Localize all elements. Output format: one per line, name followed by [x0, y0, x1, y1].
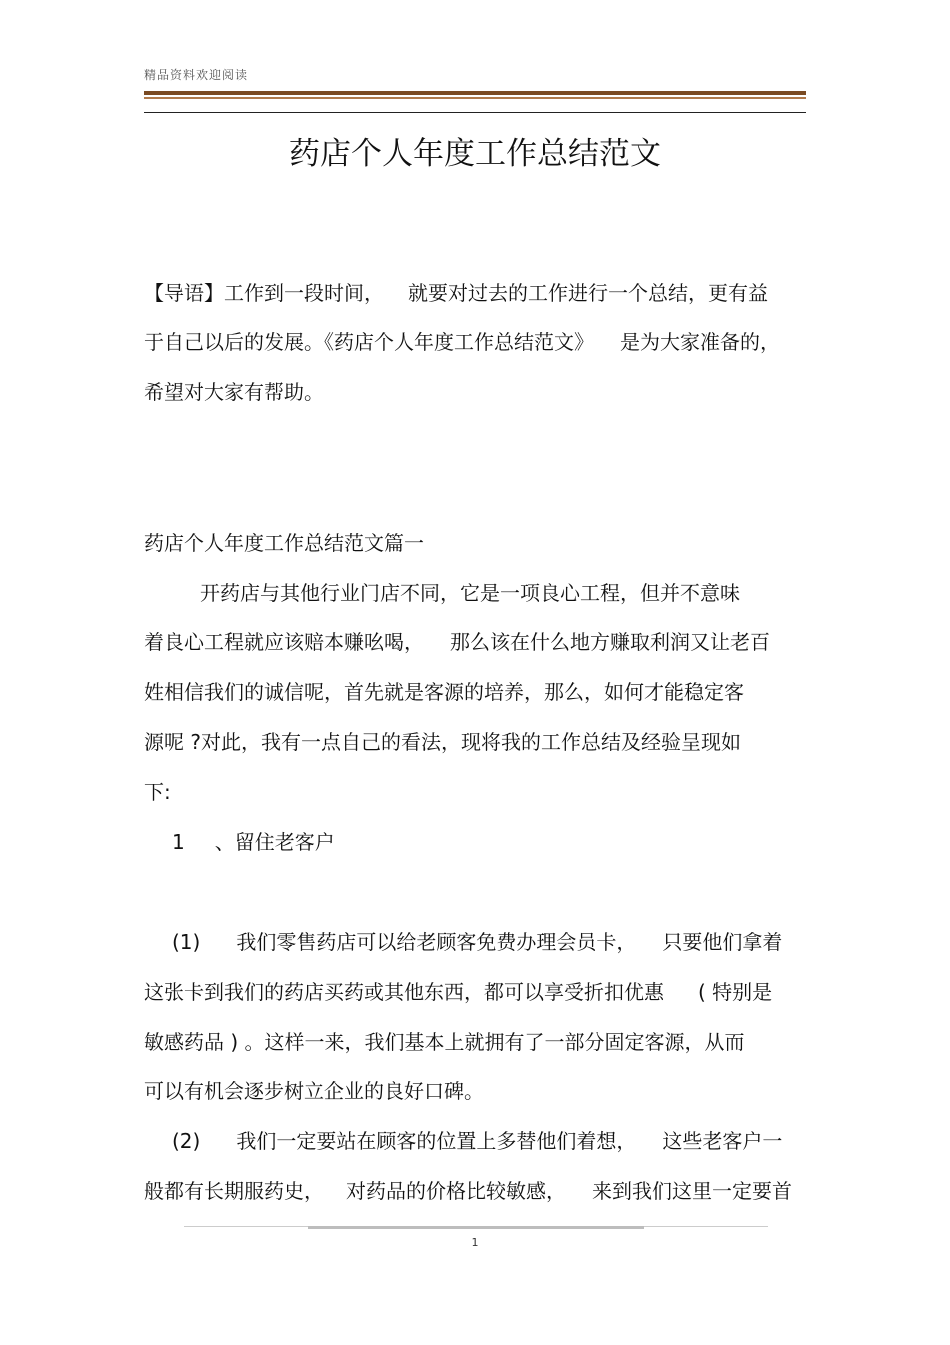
sub2-line-2-a: 般都有长期服药史， [144, 1179, 324, 1203]
para1-line-2 [144, 627, 814, 657]
sub2-line-2-c: 来到我们这里一定要首 [592, 1179, 792, 1203]
sub1-line-1-c: 只要他们拿着 [662, 930, 783, 954]
intro-line-3 [144, 377, 814, 407]
sub1-line-2-a: 这张卡到我们的药店买药或其他东西，都可以享受折扣优惠 [144, 980, 664, 1004]
item1-number: 1 [172, 830, 185, 854]
intro-line-1-a: 【导语】工作到一段时间， [144, 281, 384, 305]
sub1-line-4: 可以有机会逐步树立企业的良好口碑。 [144, 1079, 484, 1103]
sub1-line-1-b: 我们零售药店可以给老顾客免费办理会员卡， [236, 930, 637, 954]
item1 [172, 827, 842, 857]
sub2-line-1 [172, 1126, 842, 1156]
footer-rule-accent [308, 1226, 644, 1229]
intro-line-1 [144, 278, 814, 308]
sub2-line-1-c: 这些老客户一 [662, 1129, 783, 1153]
intro-line-2 [144, 327, 814, 357]
sub2-number: (2) [172, 1129, 201, 1153]
sub1-line-2-b: ( 特别是 [698, 980, 773, 1004]
intro-line-2-b: 是为大家准备的， [620, 330, 780, 354]
sub2-line-2 [144, 1176, 814, 1206]
intro-line-2-a: 于自己以后的发展。《药店个人年度工作总结范文》 [144, 330, 594, 354]
page-number: 1 [471, 1236, 479, 1249]
sub2-line-2-b: 对药品的价格比较敏感， [346, 1179, 566, 1203]
item1-label: 、留住老客户 [214, 830, 335, 854]
para1-line-4: 源呢 ?对此，我有一点自己的看法，现将我的工作总结及经验呈现如 [144, 730, 741, 754]
para1-line-2-a: 着良心工程就应该赔本赚吆喝， [144, 630, 424, 654]
sub1-line-3: 敏感药品 ) 。这样一来，我们基本上就拥有了一部分固定客源，从而 [144, 1030, 745, 1054]
document-title: 药店个人年度工作总结范文 [289, 136, 661, 172]
para1-line-1: 开药店与其他行业门店不同，它是一项良心工程，但并不意味 [200, 581, 740, 605]
para1-line-3: 姓相信我们的诚信呢，首先就是客源的培养，那么，如何才能稳定客 [144, 680, 744, 704]
header-text: 精品资料欢迎阅读 [144, 68, 249, 82]
sub2-line-1-b: 我们一定要站在顾客的位置上多替他们着想， [236, 1129, 637, 1153]
sub1-number: (1) [172, 930, 201, 954]
header-rule-black [144, 112, 806, 113]
sub1-line-1 [172, 927, 842, 957]
sub1-line-2 [144, 977, 814, 1007]
para1-line-2-b: 那么该在什么地方赚取利润又让老百 [450, 630, 770, 654]
intro-line-1-b: 就要对过去的工作进行一个总结，更有益 [408, 281, 768, 305]
para1-line-5: 下: [144, 780, 171, 804]
header-rule-thick [144, 91, 806, 95]
header-rule-thin [144, 97, 806, 99]
section-heading: 药店个人年度工作总结范文篇一 [144, 531, 424, 555]
intro-line-3-a: 希望对大家有帮助。 [144, 380, 324, 404]
